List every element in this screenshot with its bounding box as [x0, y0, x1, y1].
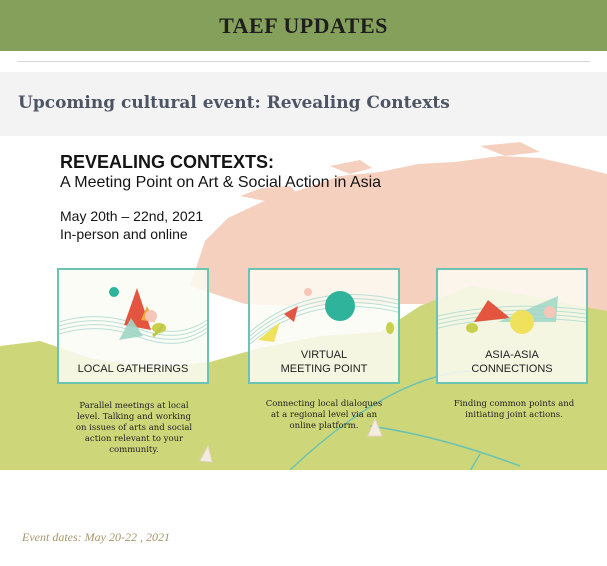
- divider: [17, 61, 590, 62]
- card-asia-asia-connections: [436, 268, 588, 384]
- poster-dates: May 20th – 22nd, 2021: [60, 208, 204, 224]
- poster-mode: In-person and online: [60, 226, 188, 242]
- card-local-gatherings: [57, 268, 209, 384]
- article-heading-band: [0, 72, 607, 136]
- card-description: Parallel meetings at local level. Talking and working on issues of arts and social action relevant to your community.: [75, 401, 193, 455]
- card-label: LOCAL GATHERINGS: [77, 363, 189, 375]
- poster-title: REVEALING CONTEXTS:: [60, 152, 275, 172]
- card-description: Connecting local dialoques at a regional level via an online platform.: [265, 399, 383, 431]
- poster-subtitle: A Meeting Point on Art & Social Action in Asia: [60, 174, 382, 191]
- card-label: ASIA-ASIA CONNECTIONS: [471, 349, 553, 375]
- event-dates: Event dates: May 20-22 , 2021: [22, 530, 170, 544]
- card-label: VIRTUAL MEETING POINT: [280, 349, 368, 375]
- header-bar: [0, 0, 607, 51]
- header-title: TAEF UPDATES: [219, 12, 388, 38]
- card-virtual-meeting-point: [248, 268, 400, 384]
- card-description: Finding common points and initiating joint actions.: [453, 399, 575, 420]
- event-poster-image[interactable]: [0, 136, 607, 470]
- article-heading[interactable]: Upcoming cultural event: Revealing Contexts: [18, 93, 450, 113]
